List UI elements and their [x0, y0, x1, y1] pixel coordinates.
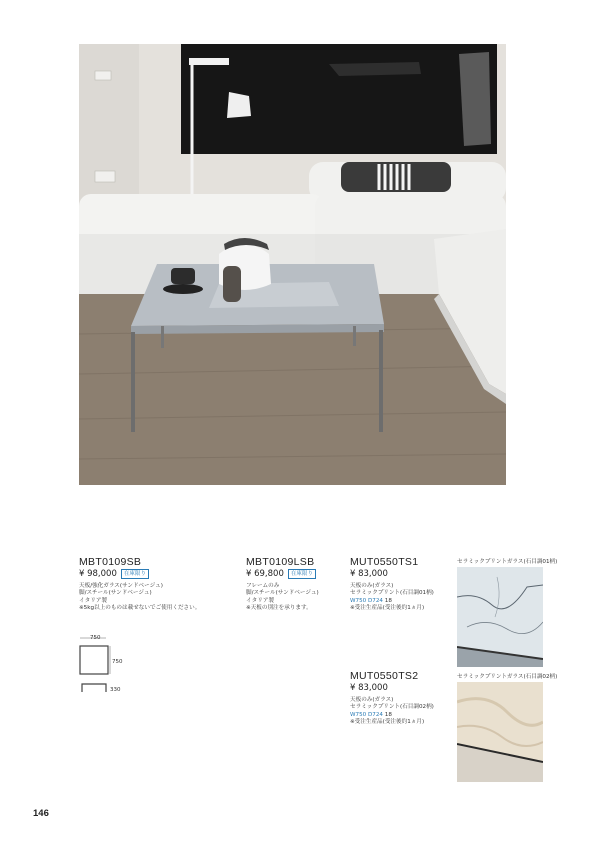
product-code: MBT0109LSB [246, 556, 315, 568]
dimension-diagram [76, 632, 136, 702]
product-description [79, 583, 200, 613]
product-code: MUT0550TS1 [350, 556, 419, 568]
dim-height: 330 [110, 687, 121, 693]
desc-line: セラミックプリント(石目調01柄) [350, 590, 434, 597]
product-price: ¥ 69,800 [246, 569, 284, 579]
swatch-label: セラミックプリントガラス(石目調01柄) [457, 559, 558, 565]
order-note: ※受注生産品(受注後約1ヵ月) [350, 605, 425, 612]
product-price: ¥ 83,000 [350, 569, 388, 579]
desc-line: 天板/強化ガラス(サンドベージュ) [79, 583, 163, 589]
product-description [246, 583, 319, 613]
swatch-marble-01 [457, 567, 543, 667]
product-description [350, 697, 434, 727]
product-price: ¥ 83,000 [350, 683, 388, 693]
product-price: ¥ 98,000 [79, 569, 117, 579]
hero-photo [79, 44, 506, 485]
product-mbt0109lsb [246, 556, 319, 613]
dimensions: W750 D724 [350, 597, 383, 604]
stock-badge: 在庫限り [288, 569, 316, 579]
swatch-label: セラミックプリントガラス(石目調02柄) [457, 674, 558, 680]
desc-line: 脚/スチール(サンドベージュ) [246, 590, 319, 597]
dim-width: 750 [90, 635, 101, 641]
dimensions: W750 D724 [350, 711, 383, 718]
swatch-marble-02 [457, 682, 543, 782]
desc-line: セラミックプリント(石目調02柄) [350, 704, 434, 711]
desc-line: 脚/スチール(サンドベージュ) [79, 590, 152, 597]
thickness: 18 [384, 597, 392, 604]
page-number: 146 [33, 808, 49, 819]
desc-line: 天板のみ(ガラス) [350, 583, 394, 589]
desc-line: フレームのみ [246, 583, 280, 589]
product-description [350, 583, 434, 613]
product-mut0550ts1 [350, 556, 434, 613]
desc-line: イタリア製 [246, 597, 274, 604]
order-note: ※受注生産品(受注後約1ヵ月) [350, 719, 425, 726]
product-mbt0109sb [79, 556, 200, 613]
product-code: MBT0109SB [79, 556, 142, 568]
desc-line: ※天板の別注を承ります。 [246, 605, 312, 612]
thickness: 18 [384, 711, 392, 718]
product-mut0550ts2 [350, 670, 434, 727]
dim-depth: 750 [112, 659, 123, 665]
desc-line: ※5kg以上のものは載せないでご使用ください。 [79, 605, 201, 612]
stock-badge: 在庫限り [121, 569, 149, 579]
product-code: MUT0550TS2 [350, 670, 419, 682]
desc-line: イタリア製 [79, 597, 107, 604]
desc-line: 天板のみ(ガラス) [350, 697, 394, 703]
